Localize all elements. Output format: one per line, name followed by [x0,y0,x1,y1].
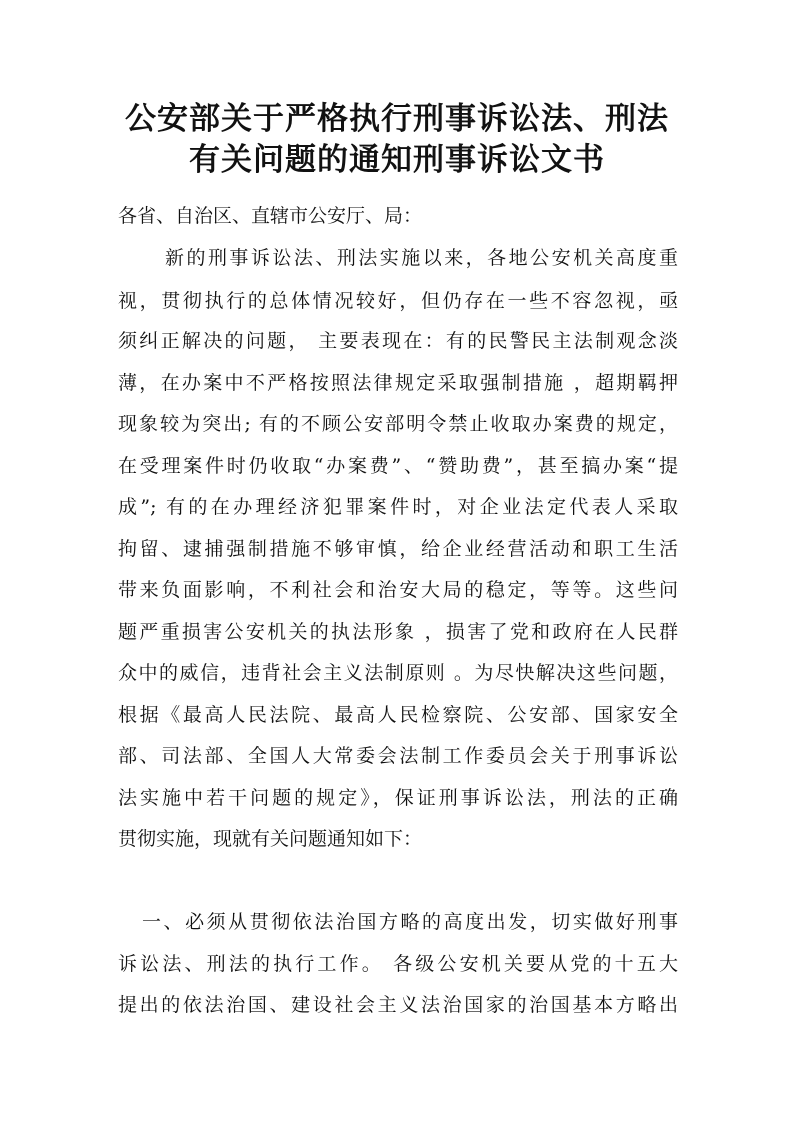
paragraph-1-line: 贯彻实施，现就有关问题通知如下： [118,828,423,850]
document-title-line-1: 公安部关于严格执行刑事诉讼法、刑法 [125,101,669,137]
paragraph-1-line: 现象较为突出; 有的不顾公安部明令禁止收取办案费的规定， [118,413,678,435]
paragraph-1-line: 在受理案件时仍收取“办案费”、“赞助费”，甚至搞办案“提 [118,455,678,477]
paragraph-1-line: 新的刑事诉讼法、刑法实施以来，各地公安机关高度重 [165,247,678,269]
paragraph-1-line: 拘留、逮捕强制措施不够审慎，给企业经营活动和职工生活 [118,538,678,560]
paragraph-1-line: 须纠正解决的问题， 主要表现在：有的民警民主法制观念淡 [118,330,678,352]
paragraph-1-line: 根据《最高人民法院、最高人民检察院、公安部、国家安全 [118,704,678,726]
paragraph-2-line: 诉讼法、刑法的执行工作。 各级公安机关要从党的十五大 [118,953,678,975]
paragraph-1-line: 部、司法部、全国人大常委会法制工作委员会关于刑事诉讼 [118,745,678,767]
paragraph-1-line: 视，贯彻执行的总体情况较好，但仍存在一些不容忽视，亟 [118,290,678,312]
paragraph-1-line: 薄，在办案中不严格按照法律规定采取强制措施 ，超期羁押 [118,372,678,394]
paragraph-1-line: 众中的威信，违背社会主义法制原则 。为尽快解决这些问题， [118,662,678,684]
paragraph-2-line: 提出的依法治国、建设社会主义法治国家的治国基本方略出 [118,994,678,1016]
paragraph-1-line: 题严重损害公安机关的执法形象 ，损害了党和政府在人民群 [118,621,678,643]
document-title-line-2: 有关问题的通知刑事诉讼文书 [189,142,605,178]
paragraph-1-line: 带来负面影响，不利社会和治安大局的稳定，等等。这些问 [118,579,678,601]
paragraph-2-line: 一、必须从贯彻依法治国方略的高度出发，切实做好刑事 [142,911,678,933]
salutation: 各省、自治区、直辖市公安厅、局： [118,205,423,227]
paragraph-1-line: 法实施中若干问题的规定》，保证刑事诉讼法，刑法的正确 [118,787,678,809]
paragraph-1-line: 成”; 有的在办理经济犯罪案件时，对企业法定代表人采取 [118,496,678,518]
